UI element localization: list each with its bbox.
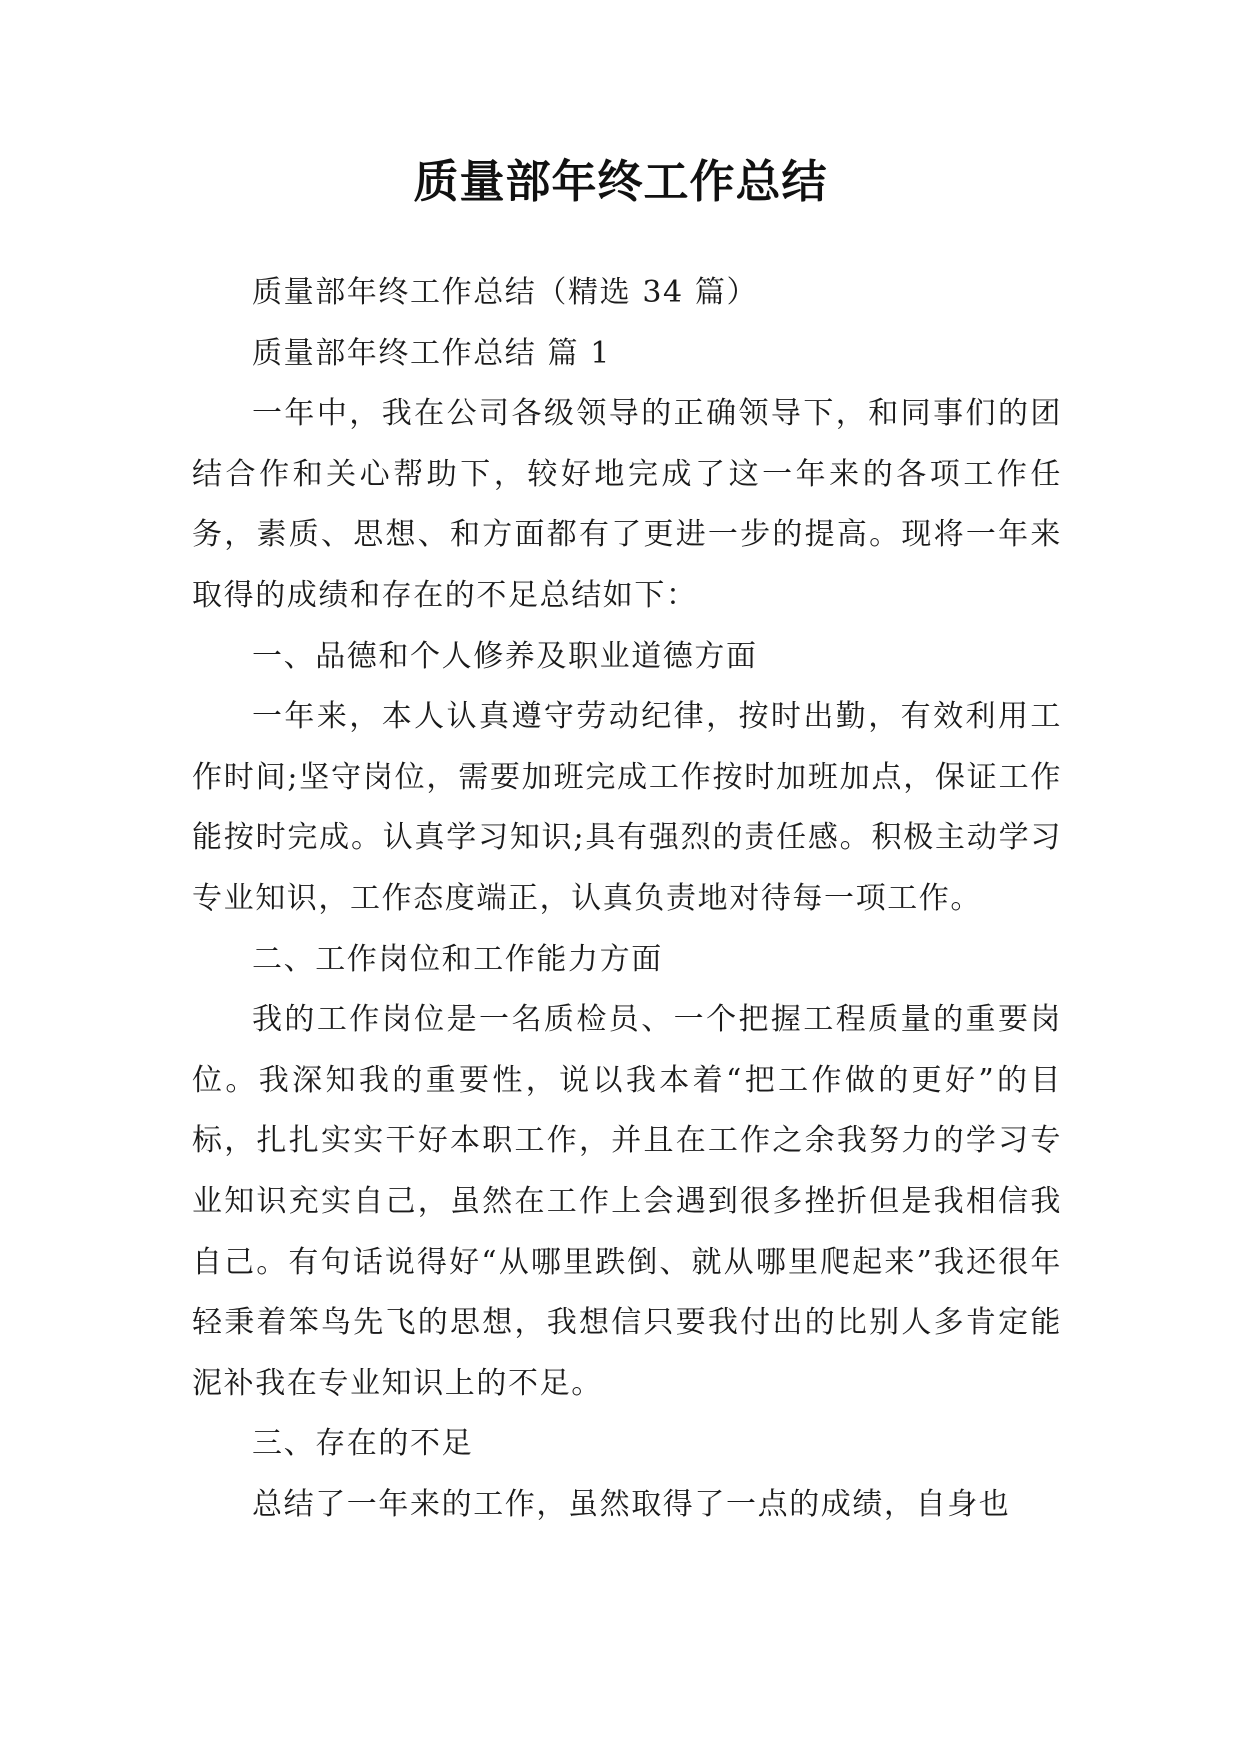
paragraph-intro: 一年中，我在公司各级领导的正确领导下，和同事们的团结合作和关心帮助下，较好地完成了这一年来的各项工作任务，素质、思想、和方面都有了更进一步的提高。现将一年来取得的成绩和存在的不足总结如下： — [192, 396, 1062, 613]
document-body — [192, 263, 1062, 1535]
section-heading-1: 一、品德和个人修养及职业道德方面 — [252, 638, 758, 674]
document-title: 质量部年终工作总结 — [413, 155, 828, 208]
subtitle-collection: 质量部年终工作总结（精选 34 篇） — [252, 275, 759, 310]
paragraph-shortcomings: 总结了一年来的工作，虽然取得了一点的成绩，自身也 — [252, 1486, 1011, 1522]
paragraph-ethics: 一年来，本人认真遵守劳动纪律，按时出勤，有效利用工作时间;坚守岗位，需要加班完成工作按时加班加点，保证工作能按时完成。认真学习知识;具有强烈的责任感。积极主动学习专业知识，工作态度端正，认真负责地对待每一项工作。 — [192, 699, 1062, 916]
paragraph-work-ability: 我的工作岗位是一名质检员、一个把握工程质量的重要岗位。我深知我的重要性，说以我本着“把工作做的更好”的目标，扎扎实实干好本职工作，并且在工作之余我努力的学习专业知识充实自己，虽然在工作上会遇到很多挫折但是我相信我自己。有句话说得好“从哪里跌倒、就从哪里爬起来”我还很年轻秉着笨鸟先飞的思想，我想信只要我付出的比别人多肯定能泥补我在专业知识上的不足。 — [192, 1002, 1062, 1401]
section-heading-article-1: 质量部年终工作总结 篇 1 — [252, 335, 611, 371]
section-heading-2: 二、工作岗位和工作能力方面 — [252, 941, 663, 977]
section-heading-3: 三、存在的不足 — [252, 1426, 474, 1462]
